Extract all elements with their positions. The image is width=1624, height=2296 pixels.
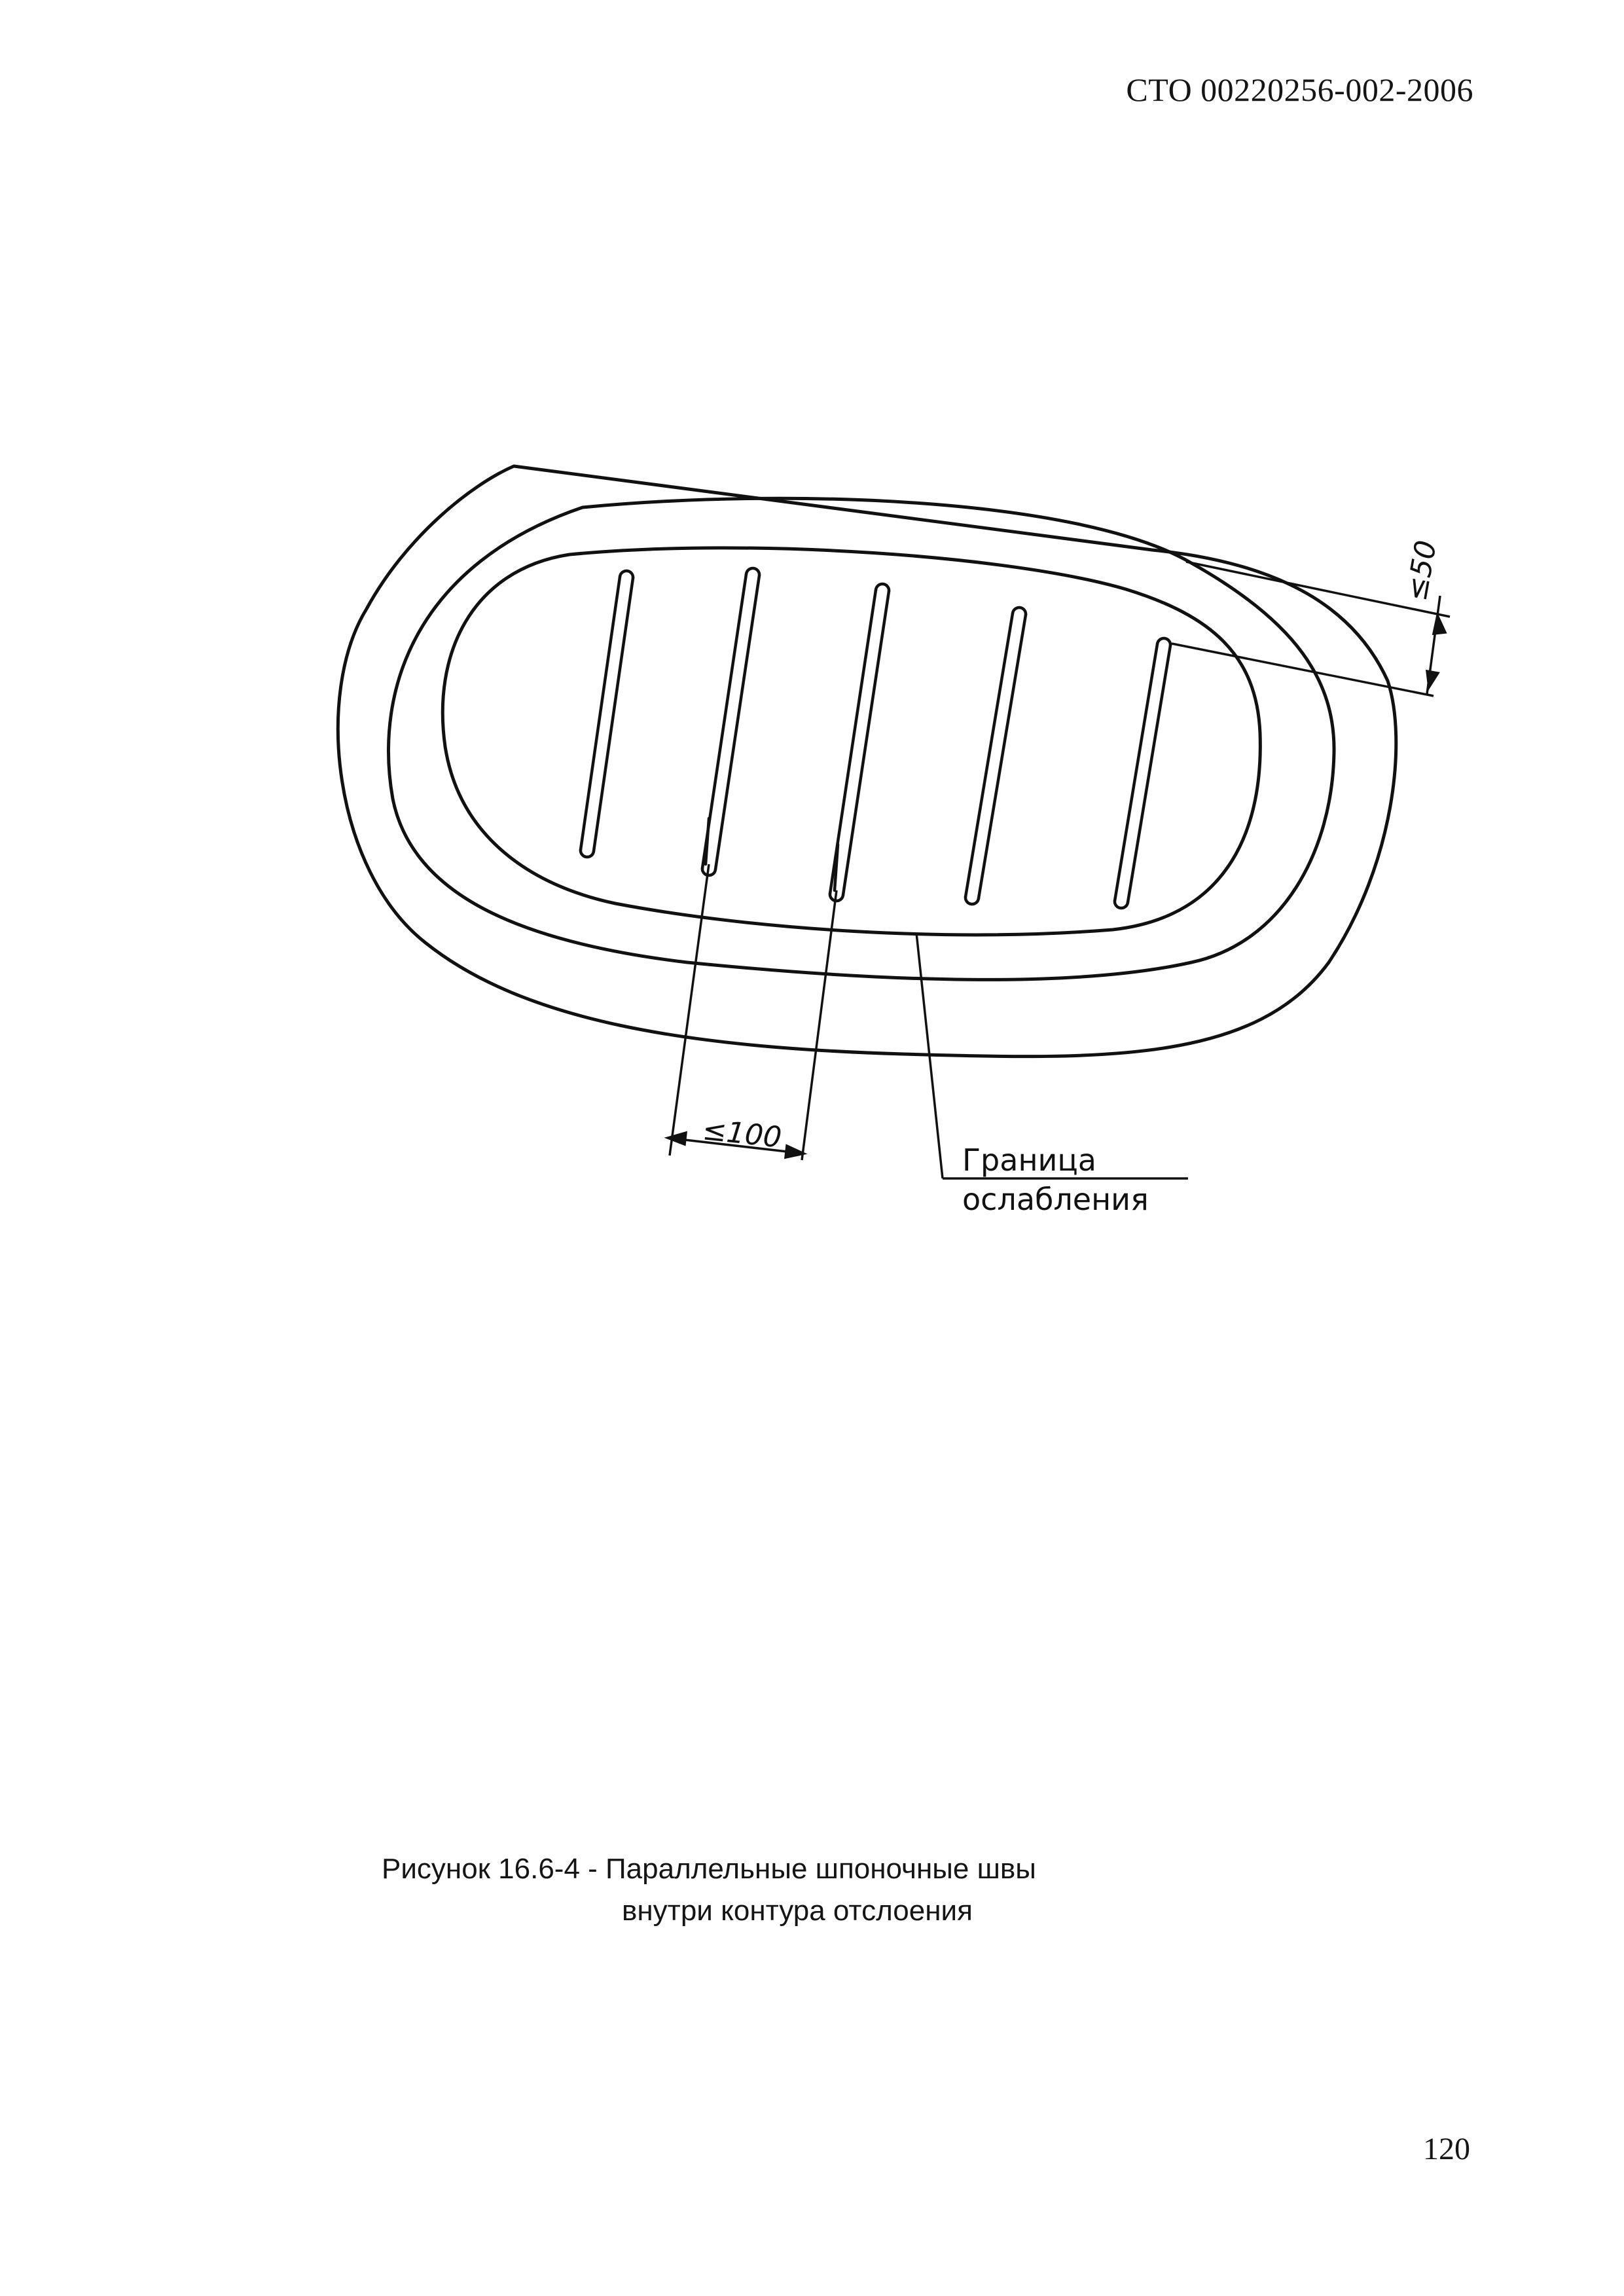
- key-seams: [581, 568, 1170, 908]
- boundary-label-line1: Граница: [962, 1142, 1096, 1178]
- outer-contour: [338, 466, 1396, 1057]
- middle-contour: [388, 498, 1334, 979]
- boundary-label-line2: ослабления: [962, 1182, 1149, 1217]
- key-seam-2: [702, 568, 759, 875]
- document-code: СТО 00220256-002-2006: [1126, 71, 1473, 108]
- dimension-spacing: [668, 864, 837, 1160]
- page-number: 120: [1423, 2132, 1470, 2166]
- caption-line-2: внутри контура отслоения: [622, 1895, 973, 1927]
- dimension-edge-label: ≤50: [1399, 538, 1443, 604]
- inner-contour: [442, 548, 1260, 935]
- caption-line-1: Рисунок 16.6-4 - Параллельные шпоночные швы: [382, 1853, 1036, 1885]
- key-seam-3: [830, 584, 889, 901]
- key-seam-1: [581, 571, 633, 857]
- dimension-spacing-label: ≤100: [700, 1113, 784, 1155]
- key-seam-4: [965, 608, 1026, 904]
- key-seam-5: [1115, 638, 1170, 908]
